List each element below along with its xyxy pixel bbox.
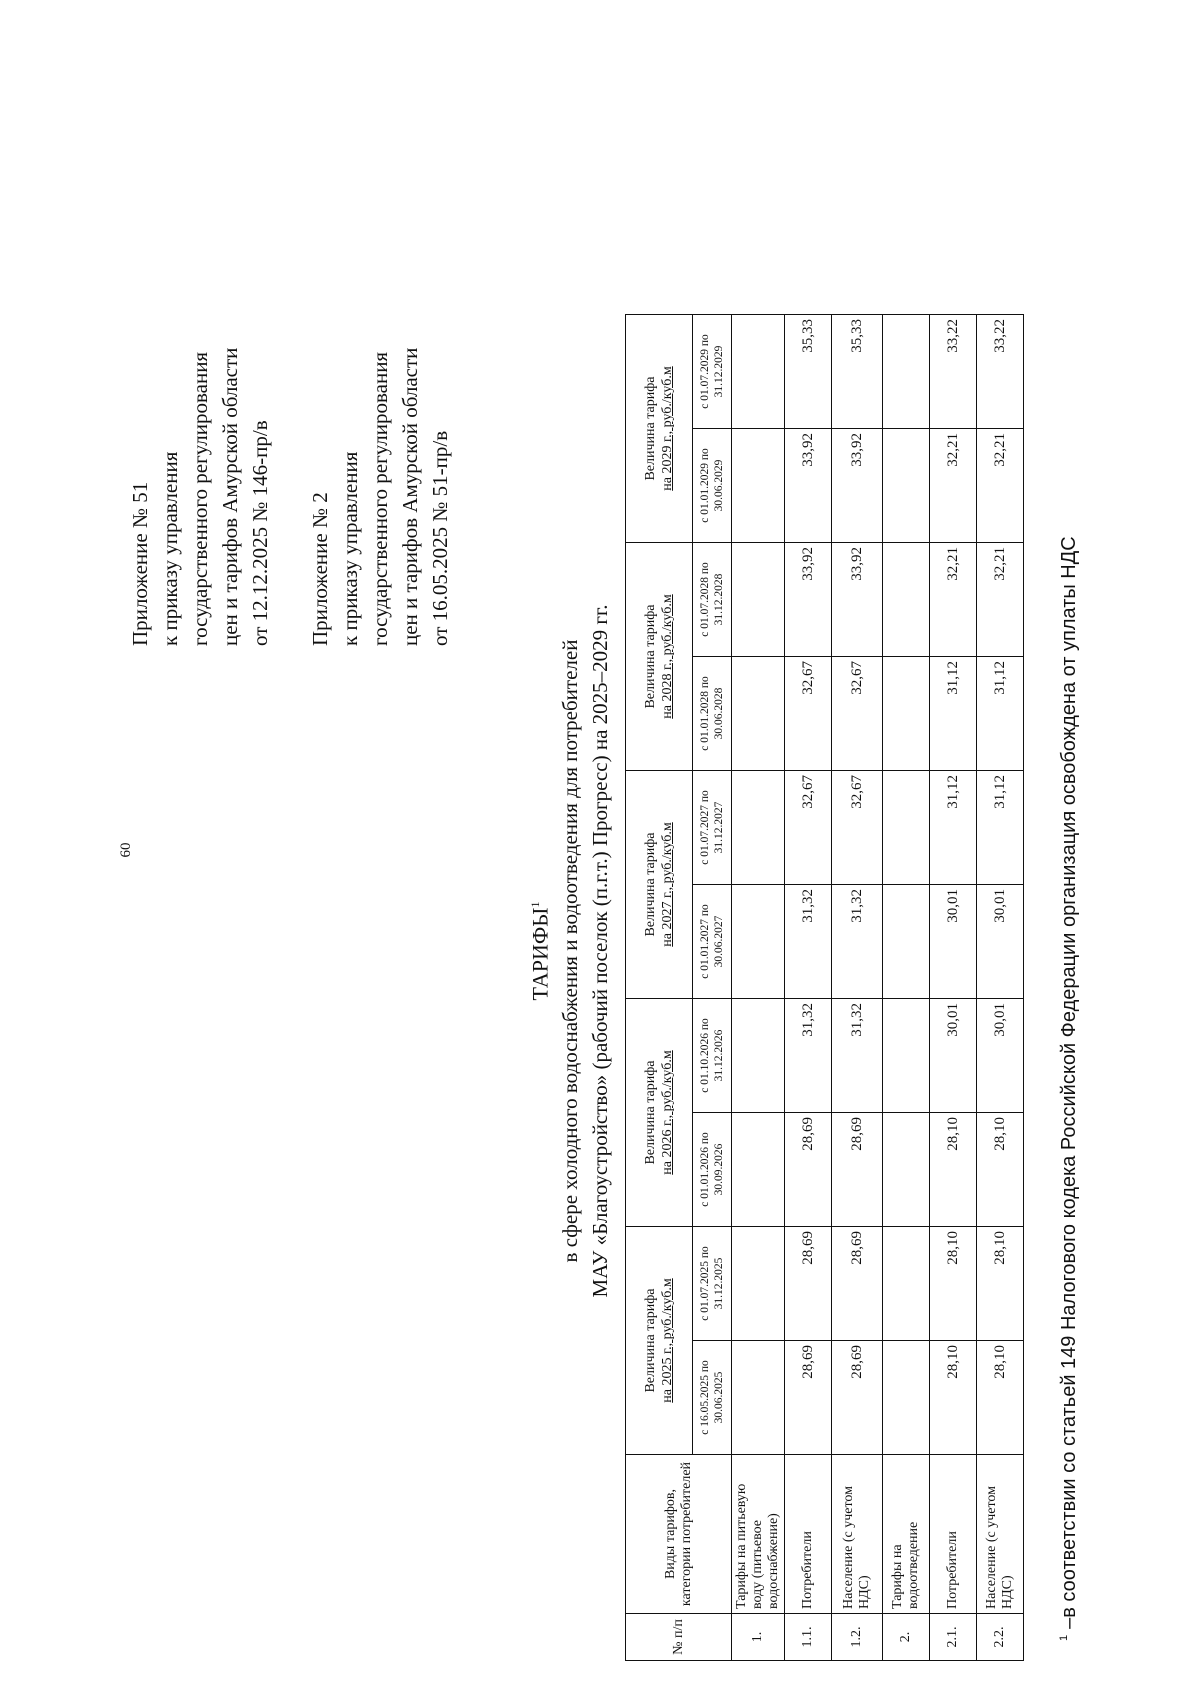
table-row bbox=[977, 315, 1024, 1661]
tariff-cell: 33,92 bbox=[832, 429, 883, 543]
header-period: с 01.01.2028 по 30.06.2028 bbox=[693, 657, 732, 771]
row-category: Тарифы на водоотведение bbox=[883, 1455, 930, 1614]
row-category: Тарифы на питьевую воду (питьевое водоснабжение) bbox=[732, 1455, 785, 1614]
page-number: 60 bbox=[118, 842, 134, 858]
header-year-2029: Величина тарифа на 2029 г., руб./куб.м bbox=[626, 315, 693, 543]
row-category: Потребители bbox=[785, 1455, 832, 1614]
tariffs-table bbox=[625, 314, 1024, 1661]
header-number: № п/п bbox=[626, 1614, 732, 1661]
header-year-2026: Величина тарифа на 2026 г., руб./куб.м bbox=[626, 999, 693, 1227]
header-period: с 01.07.2025 по 31.12.2025 bbox=[693, 1227, 732, 1341]
footnote bbox=[1058, 536, 1081, 1641]
header-period: с 01.07.2028 по 31.12.2028 bbox=[693, 543, 732, 657]
appendix-1-header bbox=[125, 348, 275, 646]
tariff-cell: 28,10 bbox=[930, 1341, 977, 1455]
tariff-cell bbox=[732, 657, 785, 771]
tariff-cell: 33,22 bbox=[930, 315, 977, 429]
tariff-cell bbox=[883, 885, 930, 999]
tariff-cell: 28,69 bbox=[832, 1227, 883, 1341]
header-period: с 01.10.2026 по 31.12.2026 bbox=[693, 999, 732, 1113]
table-row bbox=[732, 315, 785, 1661]
header-year-2027: Величина тарифа на 2027 г., руб./куб.м bbox=[626, 771, 693, 999]
tariff-cell: 30,01 bbox=[930, 885, 977, 999]
tariff-cell: 30,01 bbox=[977, 885, 1024, 999]
tariff-cell: 31,32 bbox=[785, 999, 832, 1113]
tariff-cell bbox=[732, 885, 785, 999]
header-period: с 01.07.2027 по 31.12.2027 bbox=[693, 771, 732, 885]
header-category: Виды тарифов, категории потребителей bbox=[626, 1455, 732, 1614]
tariff-cell bbox=[883, 1341, 930, 1455]
table-header-row bbox=[626, 315, 693, 1661]
tariff-cell: 31,12 bbox=[930, 771, 977, 885]
tariff-cell: 28,69 bbox=[832, 1341, 883, 1455]
tariff-cell: 28,10 bbox=[930, 1227, 977, 1341]
table-row bbox=[832, 315, 883, 1661]
row-category: Потребители bbox=[930, 1455, 977, 1614]
appendix-2-line: государственного регулирования bbox=[368, 351, 392, 646]
appendix-1-line: цен и тарифов Амурской области bbox=[218, 347, 242, 646]
tariff-cell bbox=[732, 999, 785, 1113]
tariff-cell bbox=[883, 1113, 930, 1227]
tariff-cell: 28,69 bbox=[785, 1341, 832, 1455]
row-number: 1.1. bbox=[785, 1614, 832, 1661]
tariff-cell: 33,92 bbox=[785, 429, 832, 543]
row-category: Население (с учетом НДС) bbox=[832, 1455, 883, 1614]
tariff-cell: 32,21 bbox=[930, 543, 977, 657]
header-period: с 01.01.2027 по 30.06.2027 bbox=[693, 885, 732, 999]
header-period: с 01.01.2029 по 30.06.2029 bbox=[693, 429, 732, 543]
tariff-cell: 31,12 bbox=[977, 771, 1024, 885]
tariff-cell bbox=[883, 1227, 930, 1341]
appendix-2-line: Приложение № 2 bbox=[308, 492, 332, 646]
appendix-1-line: государственного регулирования bbox=[188, 351, 212, 646]
row-number: 1. bbox=[732, 1614, 785, 1661]
tariff-cell: 32,21 bbox=[977, 543, 1024, 657]
tariff-cell bbox=[732, 1113, 785, 1227]
tariff-cell: 32,21 bbox=[977, 429, 1024, 543]
tariff-cell bbox=[883, 543, 930, 657]
tariff-cell: 28,10 bbox=[977, 1227, 1024, 1341]
tariff-cell: 28,10 bbox=[977, 1113, 1024, 1227]
header-year-2028: Величина тарифа на 2028 г., руб./куб.м bbox=[626, 543, 693, 771]
tariff-cell: 33,92 bbox=[785, 543, 832, 657]
tariff-cell: 31,12 bbox=[977, 657, 1024, 771]
title-main: ТАРИФЫ$^1$ bbox=[527, 901, 553, 1001]
tariff-cell: 33,92 bbox=[832, 543, 883, 657]
rotated-document bbox=[0, 41, 1120, 1701]
header-period: с 01.01.2026 по 30.09.2026 bbox=[693, 1113, 732, 1227]
tariff-cell bbox=[732, 315, 785, 429]
tariff-cell: 31,32 bbox=[832, 999, 883, 1113]
appendix-1-line: к приказу управления bbox=[158, 451, 182, 646]
tariff-cell bbox=[883, 429, 930, 543]
row-number: 2.1. bbox=[930, 1614, 977, 1661]
tariff-cell: 32,67 bbox=[785, 771, 832, 885]
row-category: Население (с учетом НДС) bbox=[977, 1455, 1024, 1614]
tariff-cell: 35,33 bbox=[832, 315, 883, 429]
tariff-cell: 32,67 bbox=[832, 771, 883, 885]
appendix-2-line: к приказу управления bbox=[338, 451, 362, 646]
tariff-cell: 33,22 bbox=[977, 315, 1024, 429]
tariff-cell: 28,69 bbox=[785, 1227, 832, 1341]
appendix-2-header bbox=[305, 348, 455, 646]
header-period: с 16.05.2025 по 30.06.2025 bbox=[693, 1341, 732, 1455]
tariff-cell bbox=[732, 1341, 785, 1455]
table-row bbox=[883, 315, 930, 1661]
title-subtitle: в сфере холодного водоснабжения и водоотведения для потребителей bbox=[558, 639, 583, 1263]
tariff-cell bbox=[732, 771, 785, 885]
tariff-cell: 28,10 bbox=[977, 1341, 1024, 1455]
tariff-cell: 28,10 bbox=[930, 1113, 977, 1227]
footnote-text: –в соответствии со статьей 149 Налогового кодека Российской Федерации организация освобождена от уплаты НДС bbox=[1058, 536, 1080, 1629]
tariff-cell: 31,32 bbox=[832, 885, 883, 999]
footnote-marker: 1 bbox=[1058, 1634, 1071, 1641]
row-number: 2. bbox=[883, 1614, 930, 1661]
appendix-2-line: цен и тарифов Амурской области bbox=[398, 347, 422, 646]
tariff-cell: 31,32 bbox=[785, 885, 832, 999]
header-period: с 01.07.2029 по 31.12.2029 bbox=[693, 315, 732, 429]
tariff-cell: 30,01 bbox=[930, 999, 977, 1113]
header-year-2025: Величина тарифа на 2025 г., руб./куб.м bbox=[626, 1227, 693, 1455]
tariff-cell: 28,69 bbox=[832, 1113, 883, 1227]
tariff-cell bbox=[883, 771, 930, 885]
tariff-cell bbox=[732, 543, 785, 657]
row-number: 2.2. bbox=[977, 1614, 1024, 1661]
tariff-cell: 35,33 bbox=[785, 315, 832, 429]
document-title bbox=[520, 501, 615, 1401]
tariff-cell: 31,12 bbox=[930, 657, 977, 771]
tariff-cell: 32,67 bbox=[832, 657, 883, 771]
title-footnote-marker: 1 bbox=[528, 901, 542, 908]
table-row bbox=[785, 315, 832, 1661]
tariff-cell bbox=[732, 1227, 785, 1341]
tariff-cell bbox=[883, 315, 930, 429]
appendix-1-line: от 12.12.2025 № 146-пр/в bbox=[248, 420, 272, 646]
tariff-cell: 32,67 bbox=[785, 657, 832, 771]
tariff-cell: 32,21 bbox=[930, 429, 977, 543]
appendix-2-line: от 16.05.2025 № 51-пр/в bbox=[428, 430, 452, 646]
appendix-1-line: Приложение № 51 bbox=[128, 481, 152, 646]
tariff-cell bbox=[883, 657, 930, 771]
table-row bbox=[930, 315, 977, 1661]
tariff-cell bbox=[883, 999, 930, 1113]
tariff-cell: 28,69 bbox=[785, 1113, 832, 1227]
tariff-cell bbox=[732, 429, 785, 543]
row-number: 1.2. bbox=[832, 1614, 883, 1661]
tariff-cell: 30,01 bbox=[977, 999, 1024, 1113]
title-organization: МАУ «Благоустройство» (рабочий поселок (п.г.т.) Прогресс) на 2025–2029 гг. bbox=[588, 604, 613, 1298]
